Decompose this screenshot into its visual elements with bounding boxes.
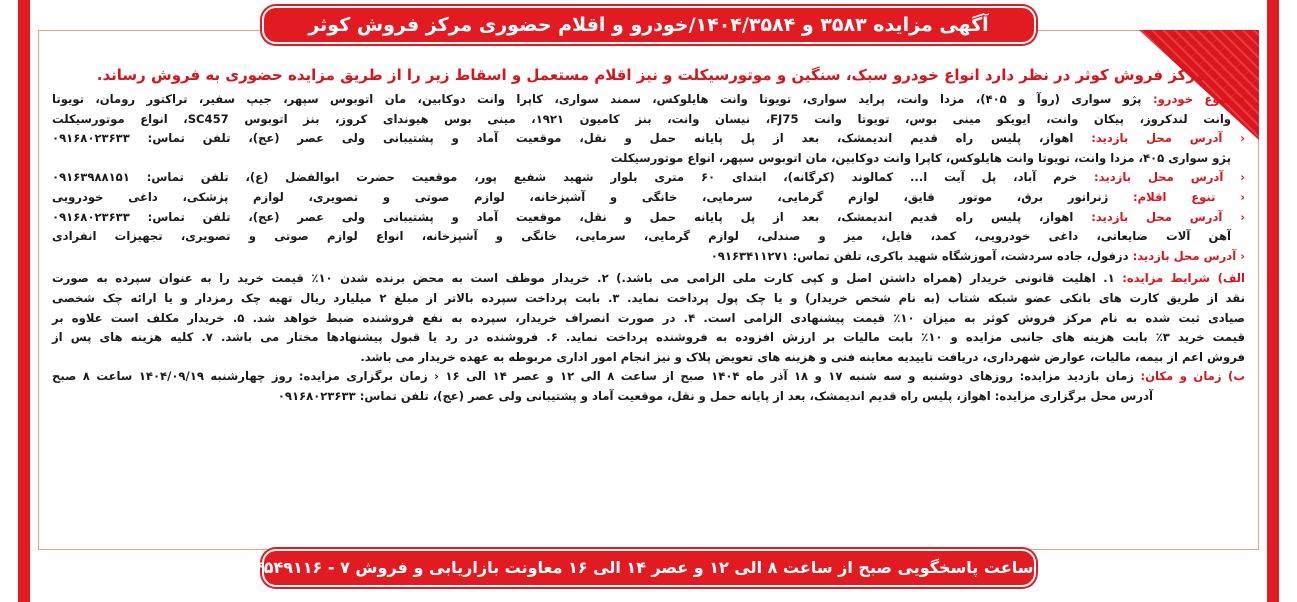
section-line — [52, 309, 1245, 329]
item-line — [52, 110, 1245, 130]
items-section — [52, 90, 1245, 266]
item-line — [52, 149, 1245, 169]
section-line — [52, 269, 1245, 289]
bullet-icon: ‹ — [1222, 131, 1245, 146]
item-text: اهواز، پلیس راه قدیم اندیمشک، بعد از پل پایانه حمل و نقل، موقعیت آماد و پشتیبانی ولی عصر (عج)، تلفن تماس: ۰۹۱۶۸۰۲۳۶۳۳ — [52, 131, 1074, 146]
item-label: آدرس محل بازدید: — [1094, 170, 1224, 185]
item-text: خرم آباد، پل آیت ا... کمالوند (کرگانه)، ابتدای ۶۰ متری بلوار شهید شفیع پور، موقعیت حضرت ابوالفضل (ع)، تلفن تماس: ۰۹۱۶۳۹۸۸۱۵۱ — [52, 170, 1078, 185]
section-line — [52, 387, 1245, 407]
item-line — [52, 247, 1245, 267]
section-line — [52, 328, 1245, 348]
section-text: زمان بازدید مزایده: روزهای دوشنبه و سه شنبه ۱۷ و ۱۸ آذر ماه ۱۴۰۴ صبح از ساعت ۸ الی ۱۲ و عصر ۱۴ الی ۱۶ ‹ زمان برگزاری مزایده: روز چهارشنبه ۱۴۰۴/۰۹/۱۹ ساعت ۸ صبح — [52, 369, 1134, 384]
item-label: آدرس محل بازدید: — [1132, 248, 1237, 263]
bullet-icon: ‹ — [1236, 248, 1245, 263]
section-label: الف) شرایط مزایده: — [1122, 271, 1245, 286]
ad-content — [52, 66, 1245, 407]
conditions-section — [52, 269, 1245, 367]
item-label: آدرس محل بازدید: — [1091, 131, 1223, 146]
headline: مرکز فروش کوثر در نظر دارد انواع خودرو سبک، سنگین و موتورسیکلت و نیز اقلام مستعمل و اسقاط زیر را از طریق مزایده حضوری به فروش رساند. — [96, 66, 1205, 84]
bullet-icon: ‹ — [1222, 209, 1245, 224]
item-label: تنوع اقلام: — [1133, 189, 1216, 204]
section-text: صیادی ثبت شده به نام مرکز فروش کوثر به میزان ۱۰٪ قیمت پیشنهادی الزامی است. ۴. در صورت انصراف خریدار، سپرده به نفع فروشنده ضبط خواهد شد. ۵. خریدار مکلف است علاوه بر — [52, 310, 1245, 325]
section-line — [52, 367, 1245, 387]
left-red-bar — [18, 0, 30, 602]
item-line — [52, 227, 1245, 247]
item-text: پژو سواری (روآ و ۴۰۵)، مزدا وانت، پراید سواری، تویوتا وانت هایلوکس، سمند سواری، کاپرا وانت دوکابین، مان اتوبوس سپهر، جیپ سفیر، تراکتور رومان، تویوتا — [52, 92, 1142, 106]
item-line — [52, 188, 1245, 208]
item-text: اهواز، پلیس راه قدیم اندیمشک، بعد از پل پایانه حمل و نقل، موقعیت آماد و پشتیبانی ولی عصر (عج)، تلفن تماس: ۰۹۱۶۸۰۲۳۶۳۳ — [52, 209, 1074, 224]
time-place-section — [52, 367, 1245, 406]
section-text: فروش اعم از بیمه، مالیات، عوارض شهرداری، دریافت تاییدیه معاینه فنی و هزینه های تعویض پلاک و نیز انجام امور اداری مربوطه به عهده خریدار می باشد. — [360, 349, 1245, 364]
section-line — [52, 289, 1245, 309]
item-text: دزفول، جاده سردشت، آموزشگاه شهید باکری، تلفن تماس: ۰۹۱۶۳۴۱۱۲۷۱ — [710, 248, 1129, 263]
item-line — [52, 90, 1245, 110]
item-line — [52, 168, 1245, 188]
bullet-icon: ‹ — [1228, 92, 1245, 106]
footer-banner: ساعت پاسخگویی صبح از ساعت ۸ الی ۱۲ و عصر ۱۴ الی ۱۶ معاونت بازاریابی و فروش ۷ - ۴۴۵۴۹۱۱۶ - ۰۲۱ — [262, 549, 1036, 587]
bullet-icon: ‹ — [1215, 189, 1245, 204]
bullet-icon: ‹ — [1223, 170, 1245, 185]
section-text: آدرس محل برگزاری مزایده: اهواز، پلیس راه قدیم اندیمشک، بعد از پایانه حمل و نقل، موقعیت آماد و پشتیبانی ولی عصر (عج)، تلفن تماس: ۰۹۱۶۸۰۲۳۶۳۳ — [277, 388, 1153, 403]
item-text: وانت لندکروز، پیکان وانت، ایویکو مینی بوس، تویوتا وانت FJ75، نیسان وانت، بنز کامیون ۱۹۲۱، مینی بوس هیوندای کروز، بنز اتوبوس SC457، انواع موتورسیکلت — [52, 111, 1231, 126]
item-label: تنوع خودرو: — [1152, 92, 1229, 106]
section-text: ۱. اهلیت قانونی خریدار (همراه داشتن اصل و کپی کارت ملی الزامی می باشد.) ۲. خریدار موظف است به محض برنده شدن ۱۰٪ قیمت خرید را به عنوان سپرده به صورت — [52, 271, 1115, 286]
item-text: ژنراتور برق، موتور قایق، لوازم گرمایی، سرمایی، خانگی و آشپزخانه، لوازم صوتی و تصویری، لوازم پزشکی، داغی خودرویی — [52, 189, 1109, 204]
section-label: ب) زمان و مکان: — [1140, 369, 1245, 384]
item-label: آدرس محل بازدید: — [1091, 209, 1223, 224]
item-text: آهن آلات ضایعاتی، داغی خودرویی، کمد، فایل، میز و صندلی، لوازم گرمایی، سرمایی، خانگی و آشپزخانه، انواع لوازم صوتی و تصویری، تجهیزات انفرادی — [52, 229, 1231, 244]
item-text: پژو سواری ۴۰۵، مزدا وانت، تویوتا وانت هایلوکس، کاپرا وانت دوکابین، مان اتوبوس سپهر، انواع موتورسیکلت — [610, 150, 1231, 165]
item-line — [52, 129, 1245, 149]
ad-title: آگهی مزایده ۳۵۸۳ و ۱۴۰۴/۳۵۸۴/خودرو و اقلام حضوری مرکز فروش کوثر — [262, 6, 1036, 44]
section-line — [52, 348, 1245, 368]
item-line — [52, 208, 1245, 228]
section-text: قیمت خرید ۳٪ بابت هزینه های جانبی مزایده و ۱۰٪ بابت مالیات بر ارزش افزوده به فروشنده پرداخت نماید. ۶. فروشنده در رد یا قبول پیشنهادها مختار می باشد. ۷. کلیه هزینه های پس از — [52, 330, 1246, 345]
section-text: نقد از طریق کارت های بانکی عضو شبکه شتاب (به نام شخص خریدار) و یا چک پول پرداخت نماید. ۳. بابت پرداخت سپرده بالاتر از مبلغ ۲ میلیارد ریال تهیه چک رمزدار و یا ارائه چک شخصی — [52, 290, 1245, 305]
right-red-bar — [1267, 0, 1279, 602]
